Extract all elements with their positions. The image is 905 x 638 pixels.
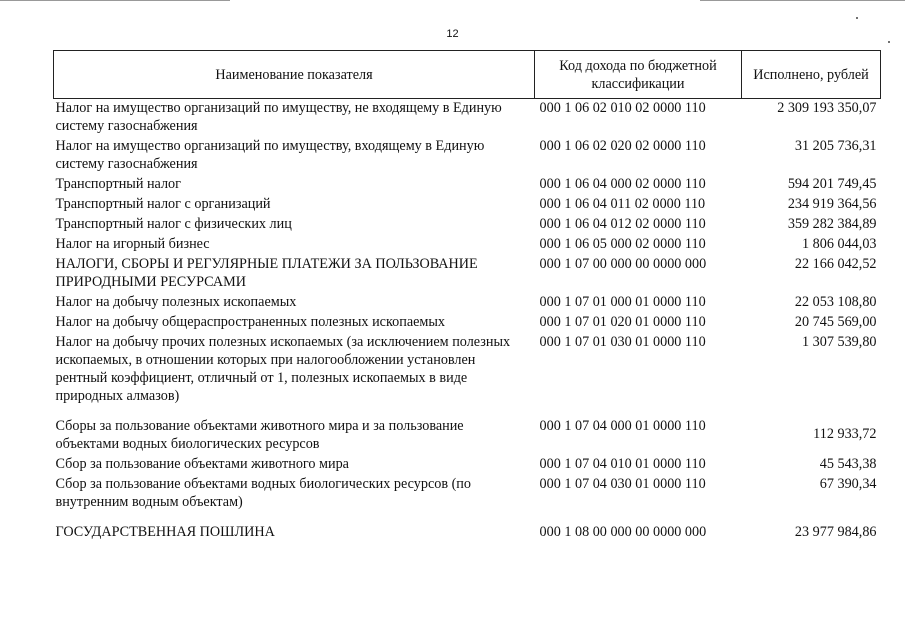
- table-row: [54, 137, 881, 175]
- row-name: Транспортный налог с организаций: [55, 196, 271, 212]
- table-header-row: [54, 51, 881, 99]
- row-name: Налог на игорный бизнес: [55, 236, 210, 252]
- row-code: 000 1 07 00 000 00 0000 000: [539, 256, 707, 272]
- row-name: Транспортный налог с физических лиц: [55, 216, 292, 232]
- row-name: Налог на добычу полезных ископаемых: [55, 294, 297, 310]
- row-amount: 20 745 569,00: [794, 314, 877, 330]
- table-row: [54, 175, 881, 195]
- row-name: ГОСУДАРСТВЕННАЯ ПОШЛИНА: [55, 524, 275, 540]
- revenue-table: [53, 50, 881, 543]
- header-code: Код дохода по бюджетной классификации: [535, 51, 742, 99]
- table-row: [54, 195, 881, 215]
- row-amount: 22 053 108,80: [794, 294, 877, 310]
- scan-edge-right: [700, 0, 905, 1]
- row-amount: 594 201 749,45: [787, 176, 877, 192]
- table-row: [54, 313, 881, 333]
- table-row: [54, 293, 881, 313]
- table-row: [54, 523, 881, 543]
- row-amount: 359 282 384,89: [787, 216, 877, 232]
- row-code: 000 1 06 02 020 02 0000 110: [539, 138, 706, 154]
- header-name: Наименование показателя: [54, 51, 535, 99]
- row-name: НАЛОГИ, СБОРЫ И РЕГУЛЯРНЫЕ ПЛАТЕЖИ ЗА ПОЛЬЗОВАНИЕ ПРИРОДНЫМИ РЕСУРСАМИ: [55, 256, 478, 290]
- row-code: 000 1 06 04 011 02 0000 110: [539, 196, 706, 212]
- row-code: 000 1 06 05 000 02 0000 110: [539, 236, 706, 252]
- row-code: 000 1 07 04 010 01 0000 110: [539, 456, 706, 472]
- table-row: [54, 417, 881, 455]
- row-name: Налог на имущество организаций по имуществу, не входящему в Единую систему газоснабжения: [55, 100, 502, 134]
- row-code: 000 1 07 01 020 01 0000 110: [539, 314, 706, 330]
- row-name: Транспортный налог: [55, 176, 181, 192]
- row-code: 000 1 06 04 000 02 0000 110: [539, 176, 706, 192]
- row-amount: 23 977 984,86: [794, 524, 877, 540]
- scan-edge-left: [0, 0, 230, 1]
- row-code: 000 1 07 04 000 01 0000 110: [539, 418, 706, 434]
- header-amount: Исполнено, рублей: [742, 51, 881, 99]
- scan-speck: [888, 41, 890, 43]
- table-row: [54, 333, 881, 417]
- row-amount: 2 309 193 350,07: [777, 100, 877, 116]
- table-row: [54, 99, 881, 138]
- row-name: Налог на имущество организаций по имуществу, входящему в Единую систему газоснабжения: [55, 138, 485, 172]
- row-name: Налог на добычу прочих полезных ископаемых (за исключением полезных ископаемых, в отношении которых при налогообложении установлен рентный коэффициент, отличный от 1, полезных ископаемых в виде природных алмазов): [55, 334, 511, 404]
- row-amount: 1 806 044,03: [802, 236, 877, 252]
- row-name: Сбор за пользование объектами водных биологических ресурсов (по внутренним водным объектам): [55, 476, 471, 510]
- row-amount: 45 543,38: [819, 456, 877, 472]
- row-name: Сбор за пользование объектами животного мира: [55, 456, 349, 472]
- row-amount: 67 390,34: [819, 476, 877, 492]
- row-amount: 234 919 364,56: [787, 196, 877, 212]
- row-amount: 31 205 736,31: [794, 138, 877, 154]
- table-row: [54, 255, 881, 293]
- row-code: 000 1 07 01 030 01 0000 110: [539, 334, 706, 350]
- table-row: [54, 455, 881, 475]
- row-amount: 22 166 042,52: [794, 256, 877, 272]
- page-number: 12: [446, 28, 459, 40]
- row-name: Налог на добычу общераспространенных полезных ископаемых: [55, 314, 446, 330]
- scan-speck: [856, 17, 858, 19]
- row-code: 000 1 07 04 030 01 0000 110: [539, 476, 706, 492]
- row-code: 000 1 07 01 000 01 0000 110: [539, 294, 706, 310]
- table-row: [54, 235, 881, 255]
- table-row: [54, 215, 881, 235]
- row-code: 000 1 06 04 012 02 0000 110: [539, 216, 706, 232]
- row-name: Сборы за пользование объектами животного мира и за пользование объектами водных биологических ресурсов: [55, 418, 464, 452]
- row-amount: 1 307 539,80: [802, 334, 877, 350]
- row-code: 000 1 08 00 000 00 0000 000: [539, 524, 707, 540]
- row-amount: 112 933,72: [813, 426, 877, 442]
- table-row: [54, 475, 881, 523]
- row-code: 000 1 06 02 010 02 0000 110: [539, 100, 706, 116]
